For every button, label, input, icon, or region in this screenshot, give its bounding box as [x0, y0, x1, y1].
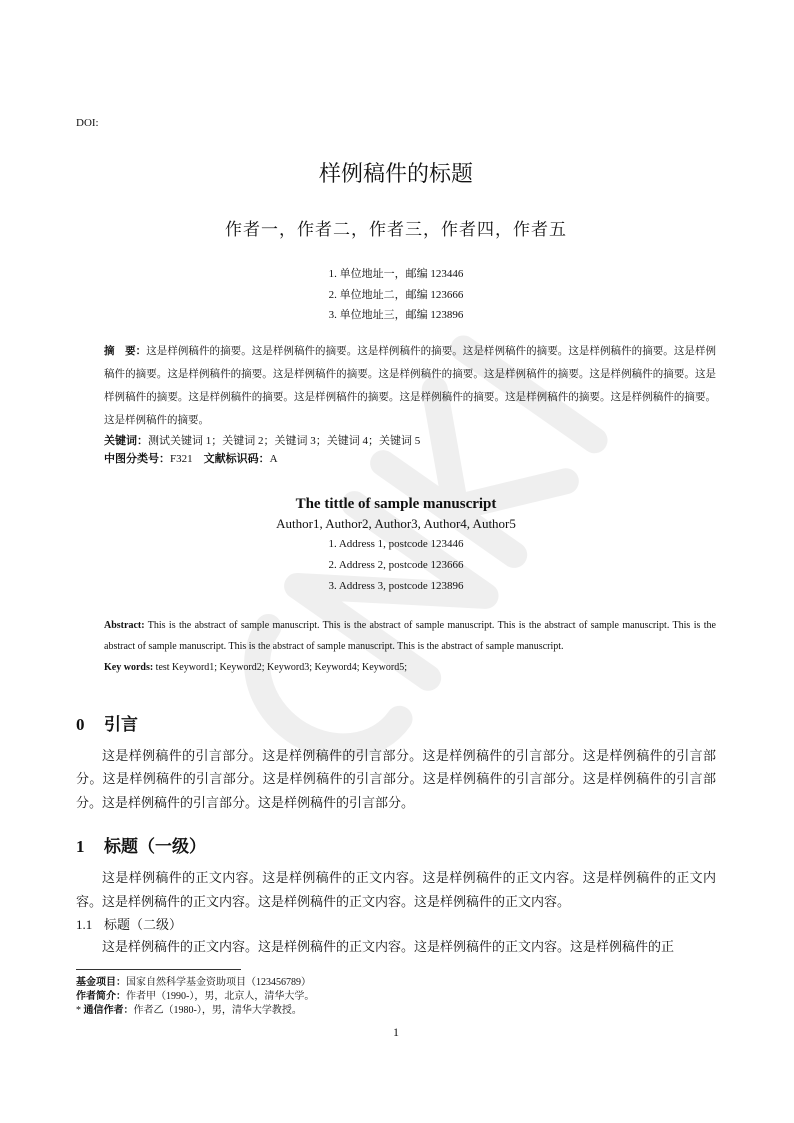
keywords-cn: [104, 432, 716, 468]
address: 3. Address 3, postcode 123896: [328, 579, 464, 592]
keywords-label: 关键词：: [104, 434, 148, 447]
section-paragraph: 这是样例稿件的引言部分。这是样例稿件的引言部分。这是样例稿件的引言部分。这是样例稿件的引言部分。这是样例稿件的引言部分。这是样例稿件的引言部分。这是样例稿件的引言部分。这是样例稿件的引言部分。这是样例稿件的引言部分。这是样例稿件的引言部分。: [76, 747, 716, 810]
address: 3. 单位地址三，邮编 123896: [328, 309, 464, 321]
section-heading: 1 标题（一级）: [76, 837, 206, 857]
address: 2. 单位地址二，邮编 123666: [328, 288, 464, 301]
addresses-cn: [76, 264, 716, 326]
abstract-en: [104, 615, 716, 678]
abstract-cn: [104, 340, 716, 432]
section-heading: 0 引言: [76, 714, 138, 735]
authors-cn: 作者一，作者二，作者三，作者四，作者五: [225, 220, 567, 239]
keywords-label: Key words:: [104, 661, 154, 673]
address: 1. 单位地址一，邮编 123446: [328, 268, 464, 280]
footnote-author-bio: 作者简介：作者甲（1990-），男，北京人，清华大学。: [76, 990, 315, 1002]
abstract-text: 这是样例稿件的摘要。这是样例稿件的摘要。这是样例稿件的摘要。这是样例稿件的摘要。这是样例稿件的摘要。这是样例稿件的摘要。这是样例稿件的摘要。这是样例稿件的摘要。这是样例稿件的摘要。这是样例稿件的摘要。这是样例稿件的摘要。这是样例稿件的摘要。这是样例稿件的摘要。这是样例稿件的摘要。这是样例稿件的摘要。这是样例稿件的摘要。这是样例稿件的摘要。这是样例稿件的摘要。: [104, 345, 717, 426]
doccode-value: A: [269, 452, 278, 465]
title-en: The tittle of sample manuscript: [295, 495, 497, 512]
clc-label: 中图分类号：: [104, 452, 170, 465]
address: 2. Address 2, postcode 123666: [328, 558, 464, 571]
subsection-paragraph: 这是样例稿件的正文内容。这是样例稿件的正文内容。这是样例稿件的正文内容。这是样例稿件的正: [102, 939, 675, 954]
doccode-label: 文献标识码：: [203, 452, 270, 465]
abstract-label: 摘 要：: [104, 345, 147, 357]
keywords-text: test Keyword1; Keyword2; Keyword3; Keyword4; Keyword5;: [153, 661, 408, 673]
clc-value: F321: [170, 452, 193, 465]
page-number: 1: [393, 1024, 399, 1039]
footnote-funding: 基金项目：国家自然科学基金资助项目（123456789）: [76, 976, 311, 988]
footnote-divider: [76, 969, 241, 970]
addresses-en: [76, 534, 716, 597]
doi-label: DOI:: [76, 117, 99, 129]
authors-en: Author1, Author2, Author3, Author4, Author5: [276, 515, 516, 531]
footnotes: [76, 976, 716, 1018]
subsection-heading: 1.1 标题（二级）: [76, 917, 183, 932]
footnote-corresponding: * 通信作者：作者乙（1980-），男，清华大学教授。: [76, 1004, 302, 1016]
section-paragraph: 这是样例稿件的正文内容。这是样例稿件的正文内容。这是样例稿件的正文内容。这是样例稿件的正文内容。这是样例稿件的正文内容。这是样例稿件的正文内容。这是样例稿件的正文内容。: [76, 870, 716, 909]
abstract-text: This is the abstract of sample manuscript. This is the abstract of sample manuscript. This is the abstract of sample manuscript. This is the abstract of sample manuscript. This is the abstract of sample manuscript. This is the abstract of sample manuscript.: [104, 619, 716, 652]
page-title: 样例稿件的标题: [318, 162, 473, 187]
abstract-label: Abstract:: [104, 619, 145, 631]
address: 1. Address 1, postcode 123446: [328, 537, 464, 550]
keywords-text: 测试关键词 1；关键词 2；关键词 3；关键词 4；关键词 5: [148, 434, 421, 447]
